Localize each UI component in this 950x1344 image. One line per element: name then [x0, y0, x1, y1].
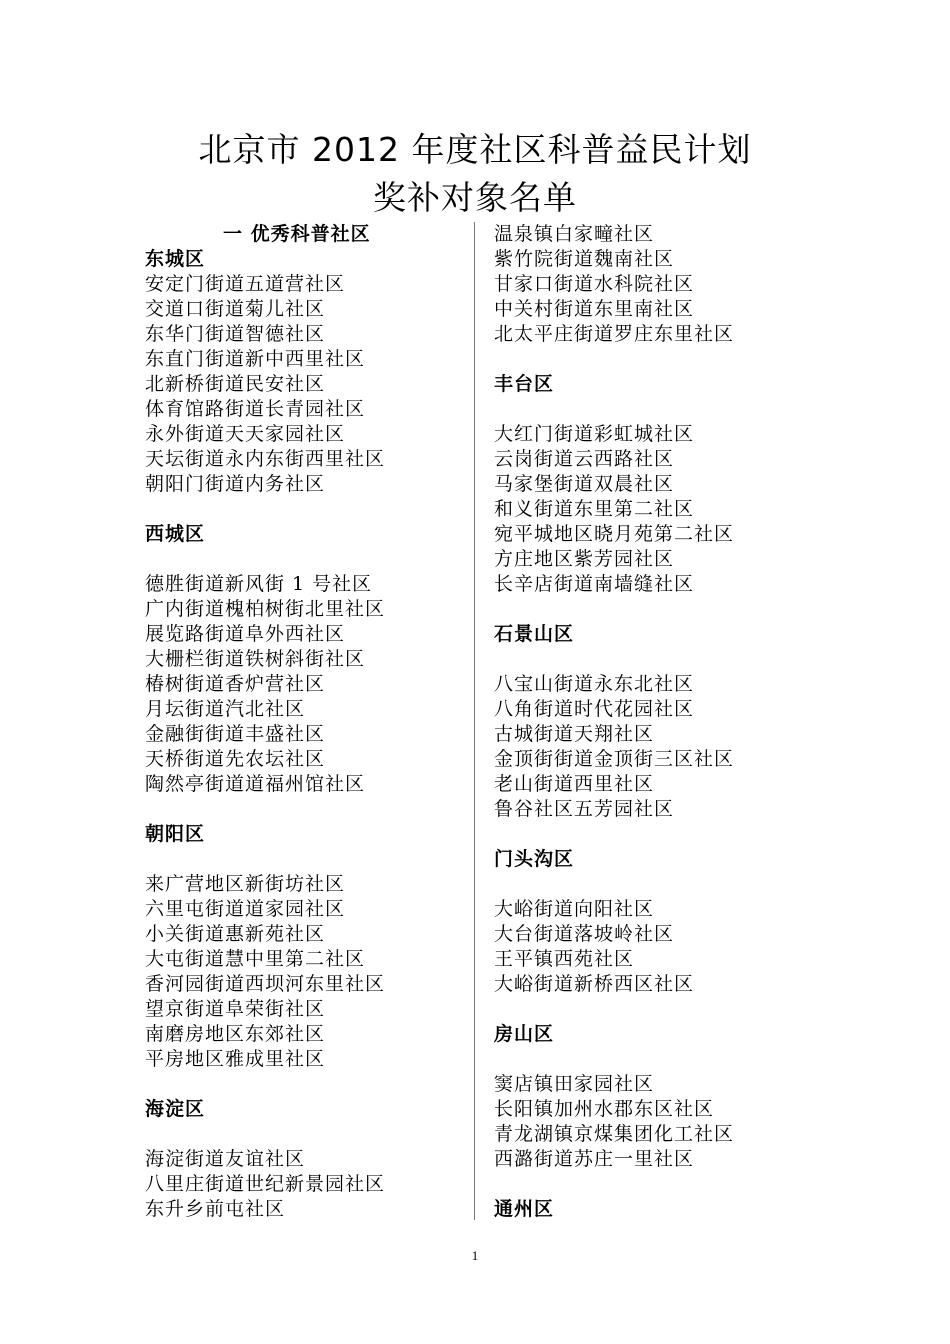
community-item: 宛平城地区晓月苑第二社区	[494, 523, 735, 545]
district-heading: 通州区	[494, 1198, 555, 1220]
document-title-line1: 北京市 2012 年度社区科普益民计划	[198, 130, 752, 169]
community-item: 古城街道天翔社区	[494, 723, 655, 745]
community-item: 云岗街道云西路社区	[494, 448, 675, 470]
community-item: 中关村街道东里南社区	[494, 298, 695, 320]
community-item: 大红门街道彩虹城社区	[494, 423, 695, 445]
district-heading: 朝阳区	[145, 823, 206, 845]
blank-line	[494, 997, 824, 1022]
blank-line	[494, 347, 824, 372]
district-heading: 石景山区	[494, 623, 575, 645]
community-item: 北太平庄街道罗庄东里社区	[494, 323, 735, 345]
community-item: 八宝山街道永东北社区	[494, 673, 695, 695]
community-item: 方庄地区紫芳园社区	[494, 548, 675, 570]
blank-line	[145, 547, 475, 572]
district-heading: 丰台区	[494, 373, 555, 395]
community-item: 西潞街道苏庄一里社区	[494, 1148, 695, 1170]
district-heading: 海淀区	[145, 1098, 206, 1120]
community-item: 紫竹院街道魏南社区	[494, 248, 675, 270]
community-item: 长阳镇加州水郡东区社区	[494, 1098, 715, 1120]
community-item: 香河园街道西坝河东里社区	[145, 973, 386, 995]
community-item: 天坛街道永内东街西里社区	[145, 448, 386, 470]
community-item: 金顶街街道金顶街三区社区	[494, 748, 735, 770]
section-heading: 一 优秀科普社区	[223, 223, 371, 245]
community-item: 东直门街道新中西里社区	[145, 348, 366, 370]
right-list	[494, 222, 824, 1222]
community-item: 平房地区雅成里社区	[145, 1048, 326, 1070]
community-item: 大栅栏街道铁树斜街社区	[145, 648, 366, 670]
community-item: 窦店镇田家园社区	[494, 1073, 655, 1095]
community-item: 大峪街道新桥西区社区	[494, 973, 695, 995]
blank-line	[145, 1072, 475, 1097]
community-item: 小关街道惠新苑社区	[145, 923, 326, 945]
blank-line	[145, 497, 475, 522]
community-item: 东升乡前屯社区	[145, 1198, 286, 1220]
community-item: 王平镇西苑社区	[494, 948, 635, 970]
district-heading: 西城区	[145, 523, 206, 545]
community-item: 椿树街道香炉营社区	[145, 673, 326, 695]
community-item: 长辛店街道南墙缝社区	[494, 573, 695, 595]
community-item: 广内街道槐柏树街北里社区	[145, 598, 386, 620]
community-item: 海淀街道友谊社区	[145, 1148, 306, 1170]
blank-line	[494, 397, 824, 422]
community-item: 老山街道西里社区	[494, 773, 655, 795]
community-item: 甘家口街道水科院社区	[494, 273, 695, 295]
community-item: 南磨房地区东郊社区	[145, 1023, 326, 1045]
community-item: 和义街道东里第二社区	[494, 498, 695, 520]
blank-line	[494, 1047, 824, 1072]
column-divider	[474, 222, 475, 1220]
document-title-line2: 奖补对象名单	[373, 178, 577, 217]
community-item: 朝阳门街道内务社区	[145, 473, 326, 495]
community-item: 北新桥街道民安社区	[145, 373, 326, 395]
community-item: 鲁谷社区五芳园社区	[494, 798, 675, 820]
community-item: 体育馆路街道长青园社区	[145, 398, 366, 420]
district-heading: 房山区	[494, 1023, 555, 1045]
blank-line	[494, 597, 824, 622]
community-item: 望京街道阜荣街社区	[145, 998, 326, 1020]
community-item: 金融街街道丰盛社区	[145, 723, 326, 745]
blank-line	[494, 822, 824, 847]
blank-line	[494, 1172, 824, 1197]
community-item: 大屯街道慧中里第二社区	[145, 948, 366, 970]
left-column	[145, 222, 475, 1222]
community-item: 安定门街道五道营社区	[145, 273, 346, 295]
community-item: 马家堡街道双晨社区	[494, 473, 675, 495]
blank-line	[494, 647, 824, 672]
district-heading: 门头沟区	[494, 848, 575, 870]
community-item: 展览路街道阜外西社区	[145, 623, 346, 645]
community-item: 八角街道时代花园社区	[494, 698, 695, 720]
community-item: 交道口街道菊儿社区	[145, 298, 326, 320]
community-item: 六里屯街道道家园社区	[145, 898, 346, 920]
district-heading: 东城区	[145, 248, 206, 270]
community-item: 大台街道落坡岭社区	[494, 923, 675, 945]
right-column	[494, 222, 824, 1222]
community-item: 天桥街道先农坛社区	[145, 748, 326, 770]
community-item: 青龙湖镇京煤集团化工社区	[494, 1123, 735, 1145]
community-item: 来广营地区新街坊社区	[145, 873, 346, 895]
community-item: 永外街道天天家园社区	[145, 423, 346, 445]
community-item: 大峪街道向阳社区	[494, 898, 655, 920]
community-item: 月坛街道汽北社区	[145, 698, 306, 720]
left-list	[145, 247, 475, 1222]
blank-line	[145, 797, 475, 822]
community-item: 东华门街道智德社区	[145, 323, 326, 345]
community-item: 八里庄街道世纪新景园社区	[145, 1173, 386, 1195]
community-item: 德胜街道新风街 1 号社区	[145, 573, 373, 595]
community-item: 温泉镇白家疃社区	[494, 223, 655, 245]
page-number: 1	[471, 1248, 479, 1263]
blank-line	[494, 872, 824, 897]
blank-line	[145, 1122, 475, 1147]
blank-line	[145, 847, 475, 872]
community-item: 陶然亭街道道福州馆社区	[145, 773, 366, 795]
